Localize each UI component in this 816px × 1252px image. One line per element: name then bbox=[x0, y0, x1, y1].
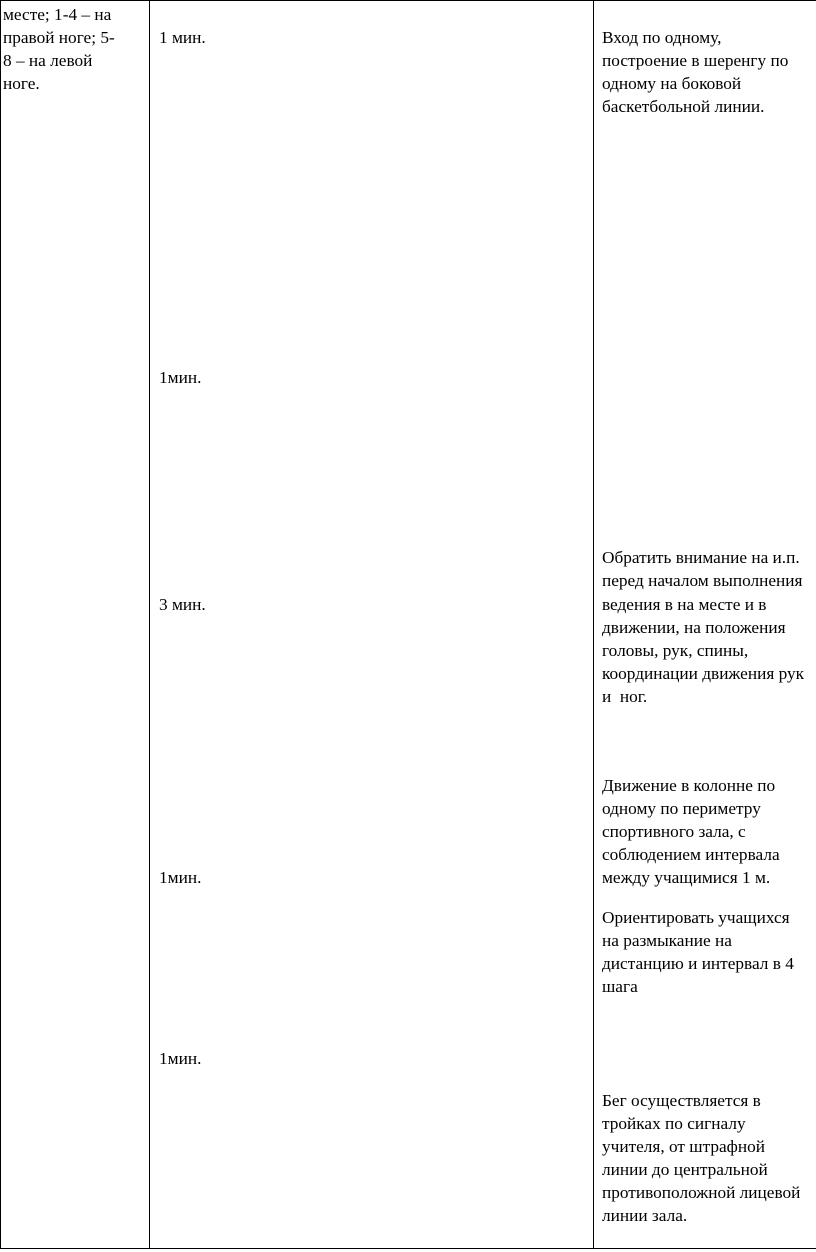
note-line: движении, на положения bbox=[602, 618, 786, 637]
note-line: головы, рук, спины, bbox=[602, 641, 749, 660]
duration-value: 3 мин. bbox=[159, 595, 206, 614]
exercise-text-line: правой ноге; 5- bbox=[3, 28, 115, 47]
note-line: тройках по сигналу bbox=[602, 1114, 746, 1133]
note-line: и ног. bbox=[602, 687, 648, 706]
note-line: Вход по одному, bbox=[602, 28, 722, 47]
note-line: одному на боковой bbox=[602, 74, 742, 93]
duration-value: 1мин. bbox=[159, 1049, 202, 1068]
note-line: на размыкание на bbox=[602, 931, 732, 950]
note-line: перед началом выполнения bbox=[602, 571, 803, 590]
table-cell-notes bbox=[594, 0, 816, 1248]
note-line: соблюдением интервала bbox=[602, 845, 780, 864]
note-line: спортивного зала, с bbox=[602, 822, 746, 841]
table-border-col1 bbox=[149, 0, 150, 1249]
note-line: Бег осуществляется в bbox=[602, 1091, 761, 1110]
note-line: между учащимися 1 м. bbox=[602, 868, 771, 887]
note-line: Ориентировать учащихся bbox=[602, 908, 790, 927]
duration-value: 1мин. bbox=[159, 368, 202, 387]
note-line: построение в шеренгу по bbox=[602, 51, 789, 70]
note-line: дистанцию и интервал в 4 bbox=[602, 954, 794, 973]
table-border-left bbox=[0, 0, 1, 1249]
note-line: Движение в колонне по bbox=[602, 776, 776, 795]
note-line: учителя, от штрафной bbox=[602, 1137, 766, 1156]
table-border-bottom bbox=[0, 1248, 816, 1249]
note-line: баскетбольной линии. bbox=[602, 97, 765, 116]
duration-value: 1мин. bbox=[159, 868, 202, 887]
note-line: линии до центральной bbox=[602, 1160, 768, 1179]
note-line: противоположной лицевой bbox=[602, 1183, 801, 1202]
note-line: одному по периметру bbox=[602, 799, 761, 818]
note-line: ведения в на месте и в bbox=[602, 595, 767, 614]
note-line: линии зала. bbox=[602, 1206, 688, 1225]
exercise-text-line: месте; 1-4 – на bbox=[3, 5, 112, 24]
exercise-text-line: ноге. bbox=[3, 74, 40, 93]
duration-value: 1 мин. bbox=[159, 28, 206, 47]
exercise-text-line: 8 – на левой bbox=[3, 51, 93, 70]
note-line: шага bbox=[602, 977, 638, 996]
note-line: координации движения рук bbox=[602, 664, 805, 683]
note-line: Обратить внимание на и.п. bbox=[602, 548, 800, 567]
